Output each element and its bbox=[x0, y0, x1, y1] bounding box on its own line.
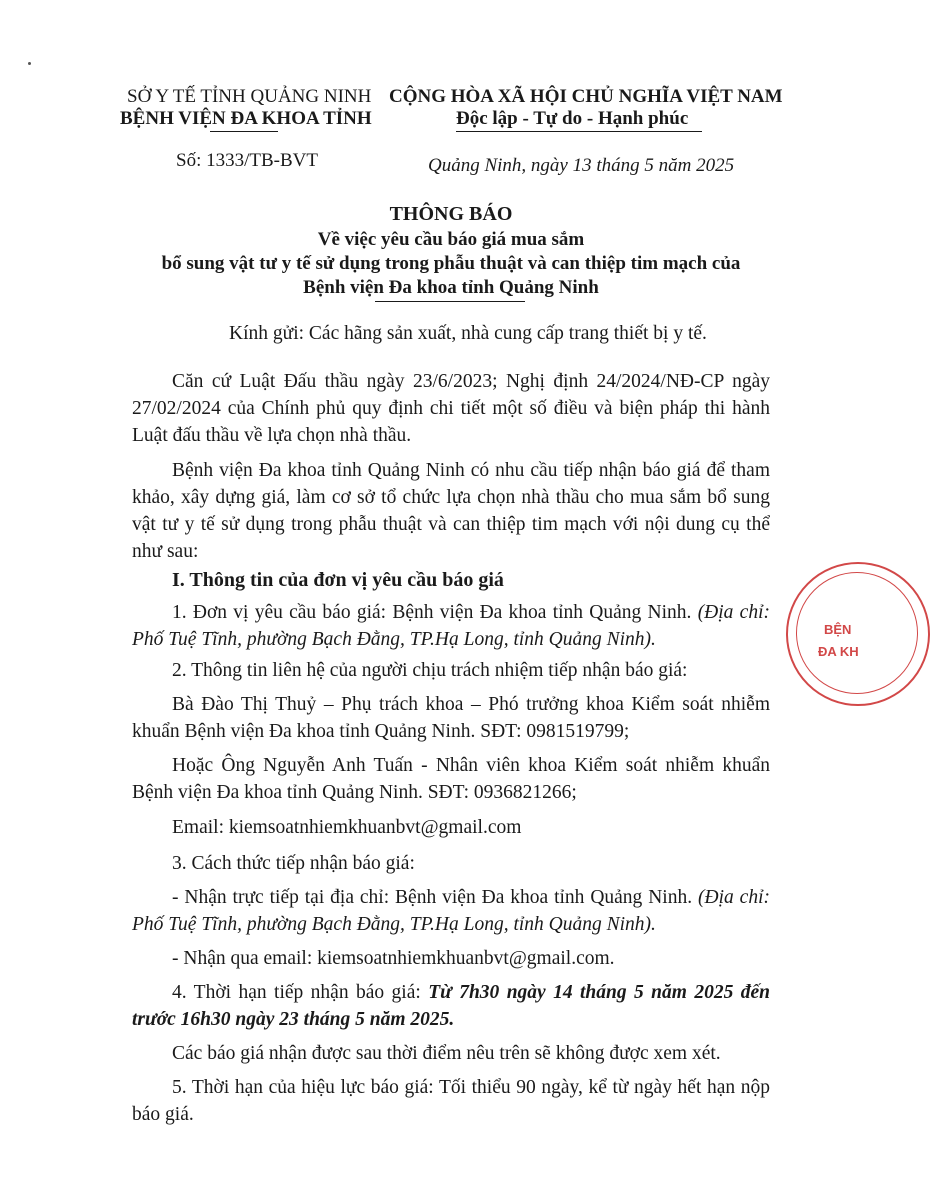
receive-direct-address: (Địa chỉ: Phố Tuệ Tĩnh, phường Bạch Đằng, TP.Hạ Long, tỉnh Quảng Ninh). bbox=[132, 887, 770, 935]
header-right-underline bbox=[456, 131, 702, 132]
national-motto: Độc lập - Tự do - Hạnh phúc bbox=[456, 108, 689, 129]
title-underline bbox=[375, 301, 525, 302]
place-date: Quảng Ninh, ngày 13 tháng 5 năm 2025 bbox=[428, 155, 735, 176]
item-3: 3. Cách thức tiếp nhận báo giá: bbox=[172, 853, 415, 874]
document-number: Số: 1333/TB-BVT bbox=[176, 150, 318, 171]
red-seal-stamp bbox=[786, 562, 930, 706]
recipient-line: Kính gửi: Các hãng sản xuất, nhà cung cấp trang thiết bị y tế. bbox=[229, 323, 707, 344]
item-5: 5. Thời hạn của hiệu lực báo giá: Tối thiểu 90 ngày, kể từ ngày hết hạn nộp báo giá. bbox=[132, 1077, 770, 1125]
contact-email: Email: kiemsoatnhiemkhuanbvt@gmail.com bbox=[172, 817, 522, 838]
late-submission-note: Các báo giá nhận được sau thời điểm nêu trên sẽ không được xem xét. bbox=[172, 1043, 721, 1064]
section-1-heading: I. Thông tin của đơn vị yêu cầu báo giá bbox=[172, 569, 504, 591]
contact-person-2: Hoặc Ông Nguyễn Anh Tuấn - Nhân viên khoa Kiểm soát nhiễm khuẩn Bệnh viện Đa khoa tỉnh Quảng Ninh. SĐT: 0936821266; bbox=[132, 755, 770, 803]
purpose-paragraph: Bệnh viện Đa khoa tỉnh Quảng Ninh có nhu cầu tiếp nhận báo giá để tham khảo, xây dựng giá, làm cơ sở tổ chức lựa chọn nhà thầu cho mua sắm bổ sung vật tư y tế sử dụng trong phẫu thuật và can thiệp tim mạch với nội dung cụ thể như sau: bbox=[132, 460, 770, 562]
stamp-text-1: BỆN bbox=[824, 622, 852, 637]
receive-email: - Nhận qua email: kiemsoatnhiemkhuanbvt@gmail.com. bbox=[172, 948, 615, 969]
document-title: THÔNG BÁO bbox=[389, 203, 513, 225]
item-1-text: 1. Đơn vị yêu cầu báo giá: Bệnh viện Đa khoa tỉnh Quảng Ninh. bbox=[172, 602, 698, 623]
item-1 bbox=[132, 599, 770, 653]
header-left-underline bbox=[210, 131, 278, 132]
hospital-name: BỆNH VIỆN ĐA KHOA TỈNH bbox=[120, 108, 372, 129]
item-4-deadline: Từ 7h30 ngày 14 tháng 5 năm 2025 đến trước 16h30 ngày 23 tháng 5 năm 2025. bbox=[132, 982, 770, 1030]
scan-speck bbox=[28, 62, 31, 65]
item-4 bbox=[132, 979, 770, 1033]
legal-basis-paragraph: Căn cứ Luật Đấu thầu ngày 23/6/2023; Nghị định 24/2024/NĐ-CP ngày 27/02/2024 của Chính phủ quy định chi tiết một số điều và biện pháp thi hành Luật đấu thầu về lựa chọn nhà thầu. bbox=[132, 371, 770, 446]
stamp-text-2: ĐA KH bbox=[818, 644, 859, 659]
contact-person-1: Bà Đào Thị Thuỷ – Phụ trách khoa – Phó trưởng khoa Kiểm soát nhiễm khuẩn Bệnh viện Đa khoa tỉnh Quảng Ninh. SĐT: 0981519799; bbox=[132, 694, 770, 742]
item-2: 2. Thông tin liên hệ của người chịu trách nhiệm tiếp nhận báo giá: bbox=[172, 660, 688, 681]
receive-direct bbox=[132, 884, 770, 938]
item-1-address: (Địa chỉ: Phố Tuệ Tĩnh, phường Bạch Đằng, TP.Hạ Long, tỉnh Quảng Ninh). bbox=[132, 602, 771, 650]
subject-line-2: bổ sung vật tư y tế sử dụng trong phẫu thuật và can thiệp tim mạch của bbox=[161, 253, 741, 274]
subject-line-1: Về việc yêu cầu báo giá mua sắm bbox=[317, 229, 585, 250]
receive-direct-text: - Nhận trực tiếp tại địa chỉ: Bệnh viện Đa khoa tỉnh Quảng Ninh. bbox=[172, 887, 699, 908]
item-4-text: 4. Thời hạn tiếp nhận báo giá: bbox=[172, 982, 429, 1003]
national-title: CỘNG HÒA XÃ HỘI CHỦ NGHĨA VIỆT NAM bbox=[389, 86, 783, 107]
ministry-name: SỞ Y TẾ TỈNH QUẢNG NINH bbox=[127, 86, 372, 107]
subject-line-3: Bệnh viện Đa khoa tỉnh Quảng Ninh bbox=[303, 277, 599, 298]
red-seal-inner-ring bbox=[796, 572, 918, 694]
